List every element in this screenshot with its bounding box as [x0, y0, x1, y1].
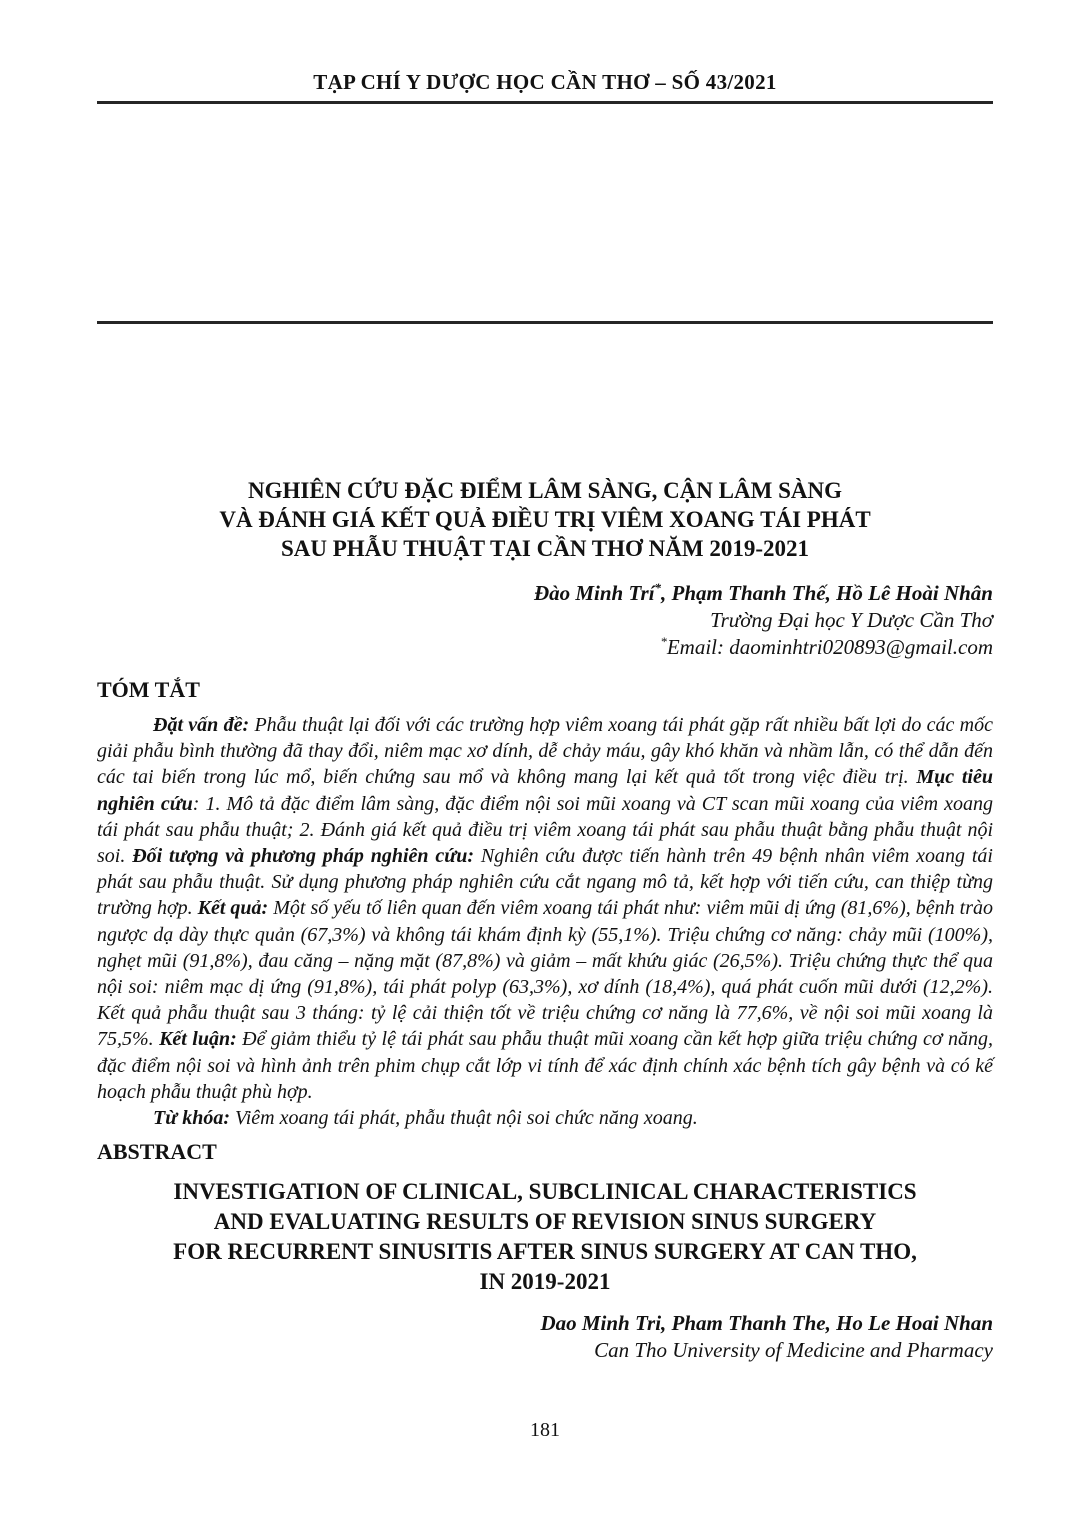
journal-header-title: TẠP CHÍ Y DƯỢC HỌC CẦN THƠ – SỐ 43/2021: [313, 70, 777, 94]
keywords-text: Viêm xoang tái phát, phẫu thuật nội soi chức năng xoang.: [229, 1107, 698, 1130]
tom-tat-heading: TÓM TẮT: [97, 677, 200, 702]
abstract-en-heading: ABSTRACT: [97, 1139, 217, 1165]
article-title: [97, 476, 993, 563]
byline-vi: [97, 580, 993, 661]
article-title-en-line-3: FOR RECURRENT SINUSITIS AFTER SINUS SURGERY AT CAN THO,: [173, 1239, 917, 1265]
page-number: 181: [530, 1419, 560, 1441]
byline-en: [97, 1310, 993, 1364]
article-title-en-line-2: AND EVALUATING RESULTS OF REVISION SINUS SURGERY: [213, 1209, 877, 1235]
authors-vi-text: Đào Minh Trí: [533, 581, 655, 605]
article-title-en-line-1: INVESTIGATION OF CLINICAL, SUBCLINICAL CHARACTERISTICS: [173, 1179, 917, 1205]
article-title-en: [97, 1177, 993, 1297]
article-title-line-1: NGHIÊN CỨU ĐẶC ĐIỂM LÂM SÀNG, CẬN LÂM SÀNG: [248, 478, 842, 503]
abstract-vi-paragraph: Đặt vấn đề: Phẫu thuật lại đối với các trường hợp viêm xoang tái phát gặp rất nhiều bất lợi do các mốc giải phẫu bình thường đã thay đổi, niêm mạc xơ dính, dễ chảy máu, gây khó khăn và nhầm lẫn, có thể dẫn đến các tai biến trong lúc mổ, biến chứng sau mổ và không mang lại kết quả tốt trong việc điều trị. Mục tiêu nghiên cứu: 1. Mô tả đặc điểm lâm sàng, đặc điểm nội soi mũi xoang và CT scan mũi xoang của viêm xoang tái phát sau phẫu thuật; 2. Đánh giá kết quả điều trị viêm xoang tái phát sau phẫu thuật bằng phẫu thuật nội soi. Đối tượng và phương pháp nghiên cứu: Nghiên cứu được tiến hành trên 49 bệnh nhân viêm xoang tái phát sau phẫu thuật. Sử dụng phương pháp nghiên cứu cắt ngang mô tả, kết hợp với tiến cứu, can thiệp từng trường hợp. Kết quả: Một số yếu tố liên quan đến viêm xoang tái phát như: viêm mũi dị ứng (81,6%), bệnh trào ngược dạ dày thực quản (67,3%) và không tái khám định kỳ (55,1%). Triệu chứng cơ năng: chảy mũi (100%), nghẹt mũi (91,8%), đau căng – nặng mặt (87,8%) và giảm – mất khứu giác (26,5%). Triệu chứng thực thể qua nội soi: niêm mạc dị ứng (91,8%), tái phát polyp (63,3%), xơ dính (18,4%), quá phát cuốn mũi dưới (12,2%). Kết quả phẫu thuật sau 3 tháng: tỷ lệ cải thiện tốt về triệu chứng cơ năng là 77,6%, về nội soi mũi xoang là 75,5%. Kết luận: Để giảm thiểu tỷ lệ tái phát sau phẫu thuật mũi xoang cần kết hợp giữa triệu chứng cơ năng, đặc điểm nội soi và hình ảnh trên phim chụp cắt lớp vi tính để xác định chính xác bệnh tích gây bệnh và có kế hoạch phẫu thuật phù hợp.: [97, 714, 994, 1103]
header-rule: [97, 101, 993, 104]
section-divider-rule: [97, 321, 993, 324]
authors-en: Dao Minh Tri, Pham Thanh The, Ho Le Hoai Nhan: [540, 1311, 993, 1336]
article-title-line-3: SAU PHẪU THUẬT TẠI CẦN THƠ NĂM 2019-2021: [281, 536, 809, 561]
keywords-line: [97, 1105, 993, 1131]
email-asterisk-marker: *: [660, 634, 667, 649]
article-body: [97, 676, 993, 1364]
article-title-line-2: VÀ ĐÁNH GIÁ KẾT QUẢ ĐIỀU TRỊ VIÊM XOANG TÁI PHÁT: [219, 507, 871, 532]
keywords-label: Từ khóa:: [153, 1107, 230, 1130]
authors-vi-rest: , Phạm Thanh Thế, Hồ Lê Hoài Nhân: [661, 581, 993, 605]
email-line: [97, 634, 993, 661]
email-text: Email: daominhtri020893@gmail.com: [666, 635, 993, 659]
author-asterisk-marker: *: [654, 580, 662, 595]
authors-vi: [97, 580, 993, 607]
article-title-en-line-4: IN 2019-2021: [479, 1269, 611, 1295]
affiliation-en: Can Tho University of Medicine and Pharmacy: [594, 1338, 993, 1363]
affiliation-vi: Trường Đại học Y Dược Cần Thơ: [710, 608, 993, 632]
